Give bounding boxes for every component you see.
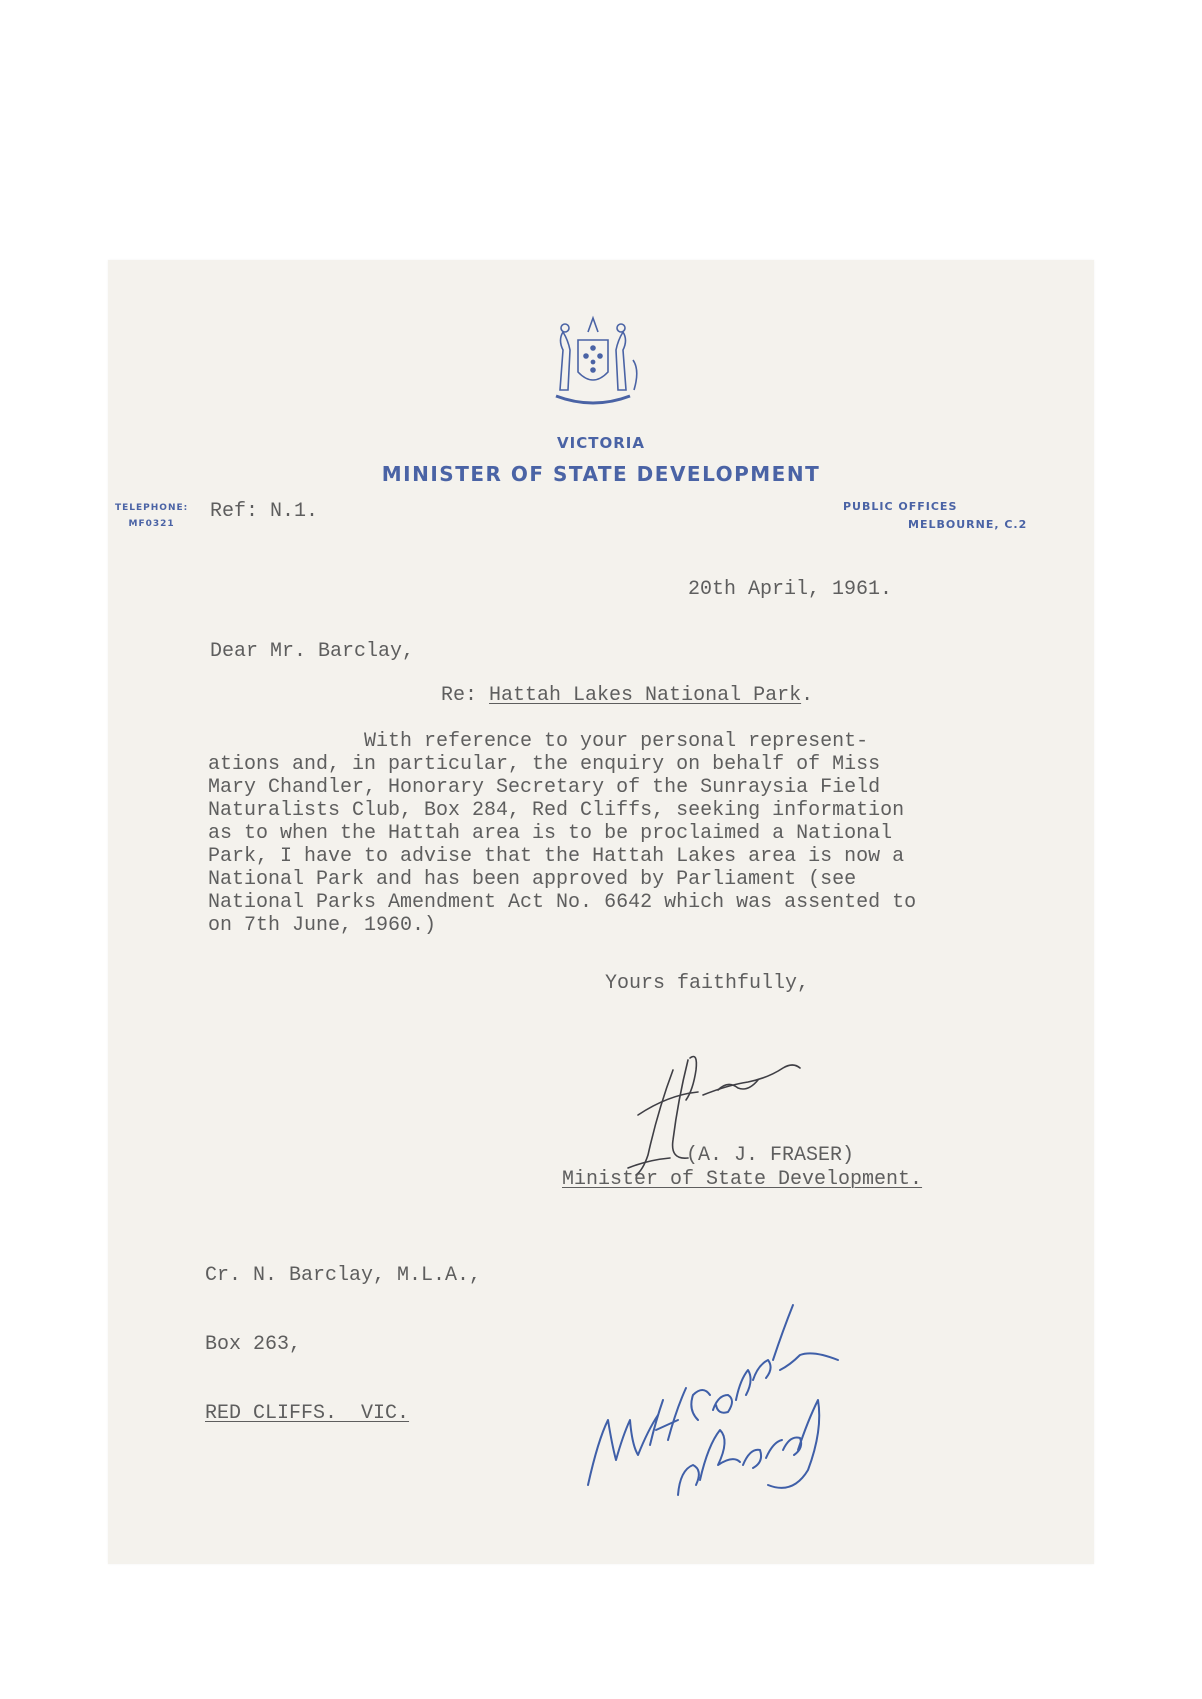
letter-date: 20th April, 1961. <box>688 578 893 601</box>
office-address <box>843 498 1027 534</box>
letterhead-office: MINISTER OF STATE DEVELOPMENT <box>381 462 821 486</box>
telephone-label: TELEPHONE: <box>115 503 189 513</box>
subject-label: Re: <box>441 684 478 707</box>
address-line-2: MELBOURNE, C.2 <box>908 518 1028 531</box>
recipient-line-3: RED CLIFFS. VIC. <box>205 1402 410 1425</box>
signatory-name: (A. J. FRASER) <box>686 1144 855 1167</box>
telephone-block <box>115 500 188 532</box>
closing: Yours faithfully, <box>605 972 810 995</box>
reference: Ref: N.1. <box>210 500 319 523</box>
letterhead-state: VICTORIA <box>557 434 645 452</box>
handwritten-note-icon <box>568 1270 868 1510</box>
telephone-number: MF0321 <box>128 519 175 529</box>
recipient-address <box>205 1218 481 1471</box>
subject-text: Hattah Lakes National Park <box>489 684 802 707</box>
address-line-1: PUBLIC OFFICES <box>843 500 958 513</box>
letter-body: With reference to your personal represent- ations and, in particular, the enquiry on behalf of Miss Mary Chandler, Honorary Secretary of the Sunraysia Field Naturalists Club, Box 284, Red Cliffs, seeking information as to when the Hattah area is to be proclaimed a National Park, I have to advise that the Hattah Lakes area is now a National Park and has been approved by Parliament (see National Parks Amendment Act No. 6642 which was assented to on 7th June, 1960.) <box>208 730 917 937</box>
salutation: Dear Mr. Barclay, <box>210 640 415 663</box>
coat-of-arms-icon <box>538 310 648 420</box>
recipient-line-2: Box 263, <box>205 1333 302 1356</box>
letter-page <box>108 260 1094 1564</box>
signatory-title: Minister of State Development. <box>562 1168 923 1191</box>
recipient-line-1: Cr. N. Barclay, M.L.A., <box>205 1264 482 1287</box>
subject-line: Re: Hattah Lakes National Park. <box>441 684 814 707</box>
